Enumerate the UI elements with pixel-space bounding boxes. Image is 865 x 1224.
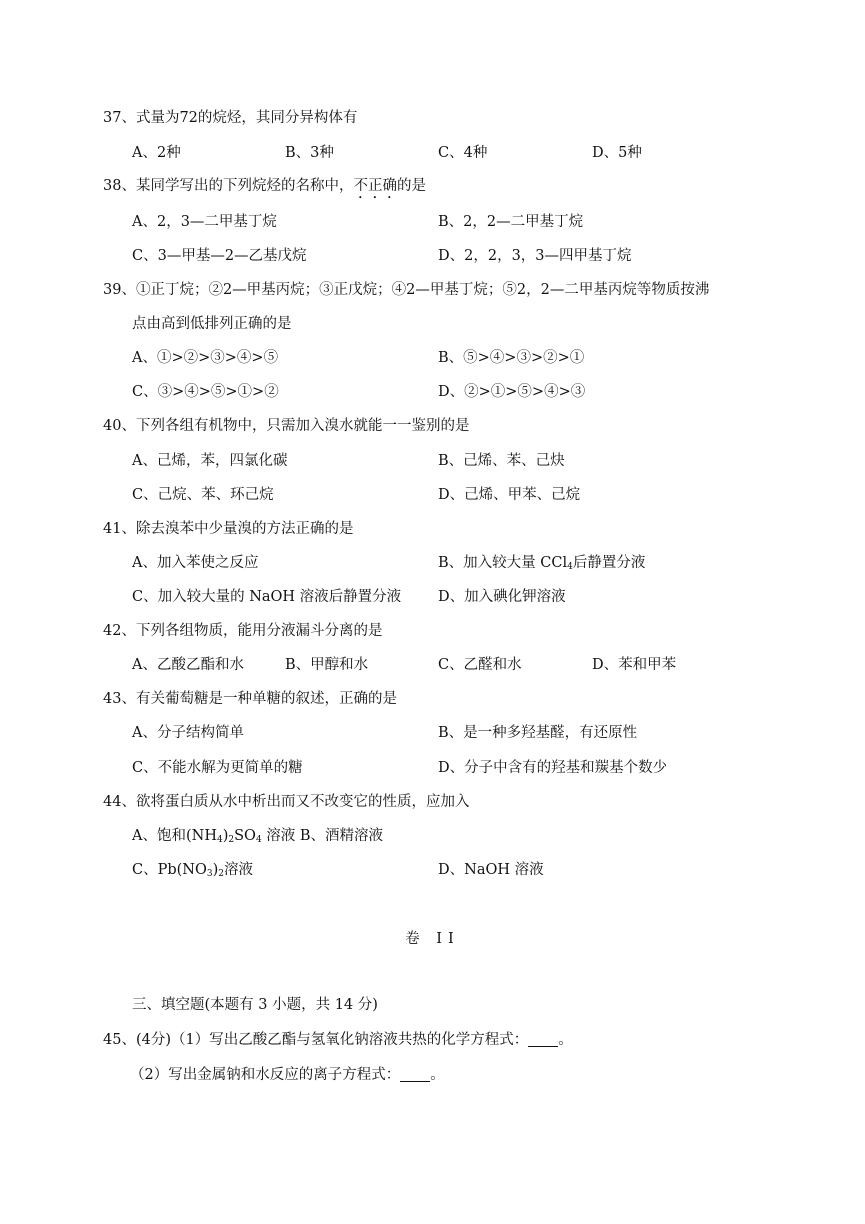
subscript: 4 [216,835,223,845]
question-38-option-b: B、2，2—二甲基丁烷 [438,214,584,230]
question-43-option-d: D、分子中含有的羟基和羰基个数少 [438,760,668,776]
question-38-stem-emphasis: 不正确 [353,178,397,194]
answer-blank[interactable] [528,1032,558,1047]
section-title: 卷 II [405,931,460,947]
question-37-stem: 37、式量为72的烷烃，其同分异构体有 [103,110,358,126]
question-38-stem-pre: 38、某同学写出的下列烷烃的名称中， [103,178,354,194]
question-37-option-a: A、2种 [132,145,181,161]
question-40-option-d: D、己烯、甲苯、己烷 [438,487,581,503]
question-38-option-d: D、2，2，3，3—四甲基丁烷 [438,248,632,264]
question-44-option-d: D、NaOH 溶液 [438,862,544,878]
question-39-option-d: D、②>①>⑤>④>③ [438,384,586,400]
question-43-option-a: A、分子结构简单 [132,725,244,741]
question-40-option-b: B、己烯、苯、己炔 [438,453,565,469]
question-41-option-b [438,553,645,573]
question-38-stem [103,176,426,202]
subscript: 2 [228,835,235,845]
subscript: 3 [206,869,213,879]
question-44-option-a-text-mid2: SO [234,828,256,844]
question-41-option-c: C、加入较大量的 NaOH 溶液后静置分液 [132,589,402,605]
question-43-stem: 43、有关葡萄糖是一种单糖的叙述，正确的是 [103,691,397,707]
question-40-stem: 40、下列各组有机物中，只需加入溴水就能一一鉴别的是 [103,418,470,434]
question-38-stem-post: 的是 [396,178,426,194]
question-39-stem-line1: 39、①正丁烷；②2—甲基丙烷；③正戊烷；④2—甲基丁烷；⑤2，2—二甲基丙烷等物质按沸 [103,282,710,298]
section-heading: 三、填空题(本题有 3 小题，共 14 分) [132,997,378,1013]
question-44-option-c-text: C、Pb(NO [132,862,207,878]
question-41-option-b-text-end: 后静置分液 [572,555,646,571]
question-40-option-c: C、己烷、苯、环己烷 [132,487,274,503]
question-45-part2 [130,1065,445,1085]
question-41-option-a: A、加入苯使之反应 [132,555,259,571]
question-44-option-c [132,860,253,880]
question-42-option-b: B、甲醇和水 [285,657,369,673]
question-38-option-a: A、2，3—二甲基丁烷 [132,214,277,230]
question-37-option-b: B、3种 [285,145,334,161]
question-43-option-b: B、是一种多羟基醛，有还原性 [438,725,638,741]
question-39-option-c: C、③>④>⑤>①>② [132,384,279,400]
answer-blank[interactable] [400,1067,430,1082]
subscript: 2 [218,869,225,879]
question-45-part2-text: （2）写出金属钠和水反应的离子方程式： [130,1067,401,1083]
question-44-stem: 44、欲将蛋白质从水中析出而又不改变它的性质，应加入 [103,794,470,810]
question-43-option-c: C、不能水解为更简单的糖 [132,760,303,776]
question-42-option-a: A、乙酸乙酯和水 [132,657,244,673]
question-44-option-a-text-mid: ) [222,828,229,844]
question-44-option-c-text-end: 溶液 [224,862,254,878]
question-38-option-c: C、3—甲基—2—乙基戊烷 [132,248,307,264]
question-44-option-c-text-mid: ) [212,862,219,878]
question-41-option-b-text: B、加入较大量 CCl [438,555,568,571]
question-45-part1 [103,1030,573,1050]
question-37-option-c: C、4种 [438,145,488,161]
question-40-option-a: A、己烯，苯，四氯化碳 [132,453,288,469]
question-42-option-d: D、苯和甲苯 [592,657,677,673]
question-39-option-a: A、①>②>③>④>⑤ [132,350,279,366]
question-41-option-b-subscript: 4 [567,562,573,572]
question-39-option-b: B、⑤>④>③>②>① [438,350,585,366]
question-42-stem: 42、下列各组物质，能用分液漏斗分离的是 [103,623,383,639]
question-45-part1-text: 45、(4分)（1）写出乙酸乙酯与氢氧化钠溶液共热的化学方程式： [103,1032,529,1048]
question-45-part1-end: 。 [558,1032,573,1048]
question-37-option-d: D、5种 [592,145,642,161]
question-42-option-c: C、乙醛和水 [438,657,522,673]
question-41-option-d: D、加入碘化钾溶液 [438,589,566,605]
question-44-option-a-text: A、饱和(NH [132,828,217,844]
question-39-stem-line2: 点由高到低排列正确的是 [132,316,292,332]
question-44-option-a [132,826,383,846]
question-41-stem: 41、除去溴苯中少量溴的方法正确的是 [103,521,354,537]
question-45-part2-end: 。 [430,1067,445,1083]
question-44-option-a-text-end: 溶液 B、酒精溶液 [261,828,384,844]
subscript: 4 [255,835,262,845]
